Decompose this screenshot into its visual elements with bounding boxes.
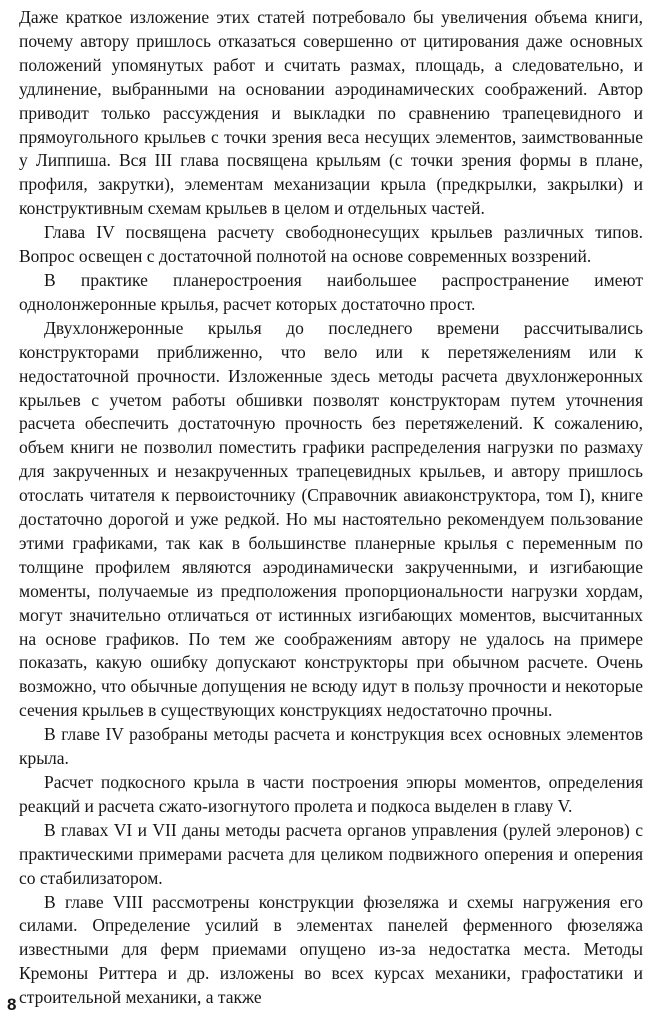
paragraph-two-spar: Двухлонжеронные крылья до последнего времени рассчитывались конструкторами приближенно, что вело или к перетяжелениям или к недостаточной прочности. Изложенные здесь методы расчета двухлонжеронных крыльев с учетом работы обшивки позволят конструкторам путем уточнения расчета обеспечить достаточную прочность без перетяжелений. К сожалению, объем книги не позволил поместить графики распределения нагрузки по размаху для закрученных и незакрученных трапецевидных крыльев, и автору пришлось отослать читателя к первоисточнику (Справочник авиаконструктора, том I), книге достаточно дорогой и уже редкой. Но мы настоятельно рекомендуем пользование этими графиками, так как в большинстве планерные крылья с переменным по толщине профилем являются аэродинамически закрученными, и изгибающие моменты, получаемые из предположения пропорциональности нагрузки хордам, могут значительно отличаться от истинных изгибающих моментов, высчитанных на основе графиков. По тем же соображениям автору не удалось на примере показать, какую ошибку допускают конструкторы при обычном расчете. Очень возможно, что обычные допущения не всюду идут в пользу прочности и некоторые сечения крыльев в существующих конструкциях недостаточно прочны. [19, 317, 643, 721]
page-number: 8 [7, 995, 17, 1014]
paragraph-intro: Даже краткое изложение этих статей потребовало бы увеличения объема книги, почему автору пришлось отказаться совершенно от цитирования даже основных положений упомянутых работ и считать размах, площадь, а следовательно, и удлинение, выбранными на основании аэродинамических соображений. Автор приводит только рассуждения и выкладки по сравнению трапецевидного и прямоугольного крыльев с точки зрения веса несущих элементов, заимствованные у Липпиша. Вся III глава посвящена крыльям (с точки зрения формы в плане, профиля, закрутки), элементам механизации крыла (предкрылки, закрылки) и конструктивным схемам крыльев в целом и отдельных частей. [19, 7, 643, 219]
paragraph-chapter-5: Расчет подкосного крыла в части построения эпюры моментов, определения реакций и расчета сжато-изогнутого пролета и подкоса выделен в главу V. [19, 772, 643, 816]
paragraph-chapter-4-elements: В главе IV разобраны методы расчета и конструкция всех основных элементов крыла. [19, 724, 643, 769]
paragraph-chapter-8: В главе VIII рассмотрены конструкции фюзеляжа и схемы нагружения его силами. Определение усилий в элементах панелей ферменного фюзеляжа известными для ферм приемами опущено из-за недостатка места. Методы Кремоны Риттера и др. изложены во всех курсах механики, графостатики и строительной механики, а также [19, 891, 643, 1008]
paragraph-chapters-6-7: В главах VI и VII даны методы расчета органов управления (рулей элеронов) с практическими примерами расчета для целиком подвижного оперения и оперения со стабилизатором. [19, 819, 643, 888]
paragraph-chapter-4-overview: Глава IV посвящена расчету свободнонесущих крыльев различных типов. Вопрос освещен с достаточной полнотой на основе современных воззрений. [19, 222, 643, 267]
page-body [19, 6, 643, 1010]
paragraph-single-spar: В практике планеростроения наибольшее распространение имеют однолонжеронные крылья, расчет которых достаточно прост. [19, 269, 643, 314]
